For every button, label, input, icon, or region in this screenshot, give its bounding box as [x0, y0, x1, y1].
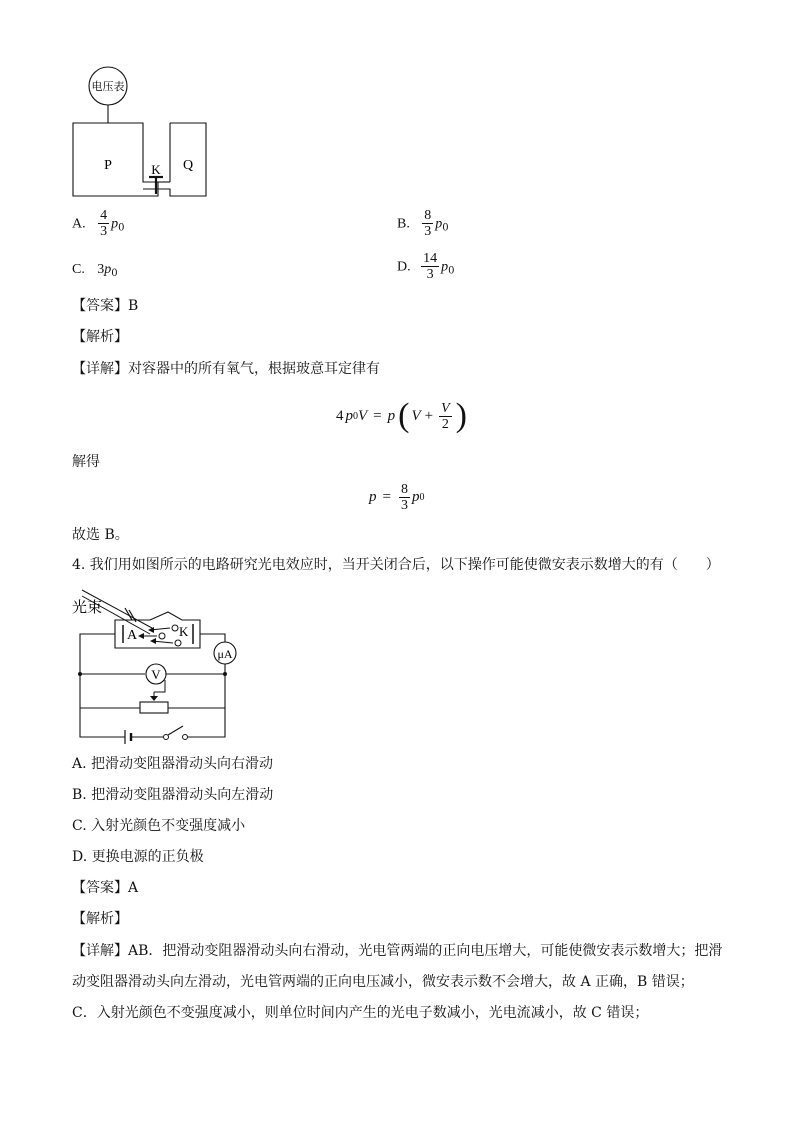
equation-result: p = $\frac{8}{3}$ p 0	[369, 481, 425, 513]
q4-analysis-tag: 【解析】	[72, 911, 128, 927]
q4-answer: 【答案】A	[72, 880, 139, 896]
q4-stem: 4. 我们用如图所示的电路研究光电效应时，当开关闭合后，以下操作可能使微安表示数增大的有（ ）	[72, 557, 720, 573]
container-figure	[68, 66, 218, 200]
microammeter-label: μA	[217, 647, 233, 661]
container-q-label: Q	[182, 158, 194, 173]
q3-answer: 【答案】B	[72, 298, 139, 314]
q3-option-d: D. $\frac{14}{3}$ $p_0$	[397, 251, 455, 282]
q3-option-c: C. $3p_0$	[72, 262, 118, 279]
q3-solve-text: 解得	[72, 454, 100, 470]
q4-option-a: A. 把滑动变阻器滑动头向右滑动	[72, 756, 274, 772]
photoelectric-circuit-figure	[70, 580, 245, 750]
q4-detail-line-1: 【详解】AB．把滑动变阻器滑动头向右滑动，光电管两端的正向电压增大，可能使微安表示数增大；把滑	[72, 943, 723, 959]
voltmeter-label: 电压表	[91, 81, 125, 93]
rheostat	[140, 702, 168, 713]
q3-conclusion: 故选 B。	[72, 527, 129, 543]
q3-option-b: B. $\frac{8}{3}$ $p_0$	[397, 208, 449, 239]
q4-option-c: C. 入射光颜色不变强度减小	[72, 818, 246, 834]
beam-label: 光束	[72, 600, 103, 616]
container-p	[73, 123, 158, 196]
q3-detail: 【详解】对容器中的所有氧气，根据玻意耳定律有	[72, 361, 380, 377]
q4-option-d: D. 更换电源的正负极	[72, 849, 204, 865]
switch	[168, 726, 183, 735]
valve-label: K	[151, 162, 161, 177]
q3-option-a: A. $\frac{4}{3}$ $p_0$	[72, 208, 125, 239]
voltmeter-label-v: V	[151, 667, 161, 682]
q3-analysis-tag: 【解析】	[72, 329, 128, 345]
equation-boyle: 4 p 0 V = p ( V + $\frac{V}{2}$ )	[336, 397, 467, 434]
q4-option-b: B. 把滑动变阻器滑动头向左滑动	[72, 787, 274, 803]
container-p-label: P	[104, 158, 112, 173]
q4-detail-line-2: 动变阻器滑动头向左滑动，光电管两端的正向电压减小，微安表示数不会增大，故 A 正确，B 错误；	[72, 974, 694, 990]
q4-detail-line-3: C．入射光颜色不变强度减小，则单位时间内产生的光电子数减小，光电流减小，故 C 错误；	[72, 1005, 649, 1021]
cathode-label: K	[179, 624, 189, 639]
anode-label: A	[127, 628, 138, 643]
